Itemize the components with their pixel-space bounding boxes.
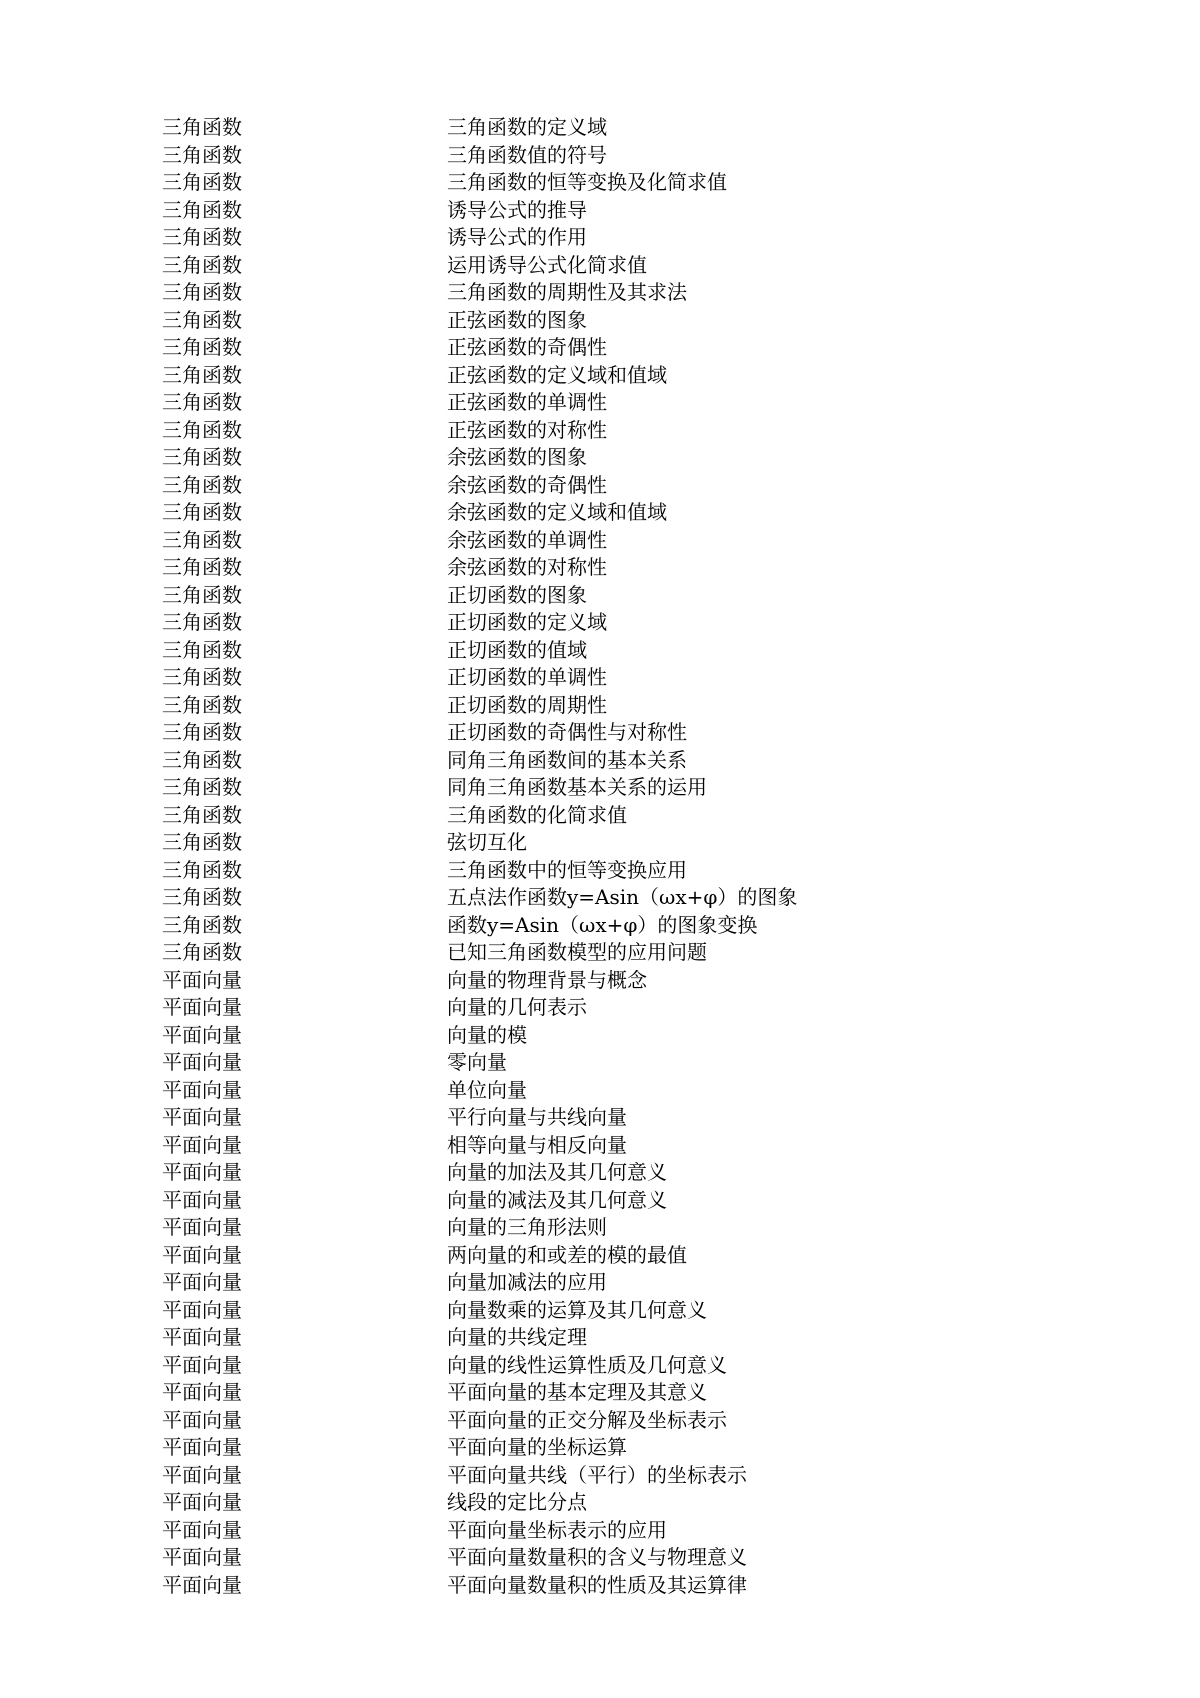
category-cell: 三角函数 bbox=[162, 555, 242, 579]
topic-cell: 正切函数的图象 bbox=[447, 582, 587, 607]
table-row bbox=[162, 197, 1062, 225]
topic-cell: 正弦函数的图象 bbox=[447, 307, 587, 332]
topic-table bbox=[162, 114, 1062, 1599]
topic-cell: 已知三角函数模型的应用问题 bbox=[447, 940, 707, 964]
category-cell: 三角函数 bbox=[162, 692, 242, 717]
topic-cell: 向量的模 bbox=[447, 1022, 527, 1047]
table-row bbox=[162, 939, 1062, 967]
topic-cell: 弦切互化 bbox=[447, 830, 527, 854]
table-row bbox=[162, 389, 1062, 417]
category-cell: 三角函数 bbox=[162, 857, 242, 882]
table-row bbox=[162, 1462, 1062, 1490]
topic-cell: 单位向量 bbox=[447, 1077, 527, 1102]
category-cell: 三角函数 bbox=[162, 940, 242, 964]
category-cell: 三角函数 bbox=[162, 390, 242, 414]
category-cell: 三角函数 bbox=[162, 307, 242, 332]
topic-cell: 三角函数的恒等变换及化简求值 bbox=[447, 170, 727, 194]
table-row bbox=[162, 114, 1062, 142]
category-cell: 平面向量 bbox=[162, 1380, 242, 1404]
category-cell: 平面向量 bbox=[162, 1077, 242, 1102]
topic-cell: 正弦函数的单调性 bbox=[447, 390, 607, 414]
category-cell: 三角函数 bbox=[162, 362, 242, 387]
table-row bbox=[162, 774, 1062, 802]
category-cell: 三角函数 bbox=[162, 417, 242, 442]
category-cell: 三角函数 bbox=[162, 747, 242, 772]
table-row bbox=[162, 912, 1062, 940]
topic-cell: 正弦函数的定义域和值域 bbox=[447, 362, 667, 387]
topic-cell: 向量的三角形法则 bbox=[447, 1215, 607, 1239]
category-cell: 平面向量 bbox=[162, 995, 242, 1019]
category-cell: 平面向量 bbox=[162, 1325, 242, 1349]
topic-cell: 三角函数的周期性及其求法 bbox=[447, 280, 687, 304]
topic-cell: 线段的定比分点 bbox=[447, 1490, 587, 1514]
table-row bbox=[162, 334, 1062, 362]
table-row bbox=[162, 307, 1062, 335]
topic-cell: 平行向量与共线向量 bbox=[447, 1105, 627, 1129]
table-row bbox=[162, 1077, 1062, 1105]
category-cell: 三角函数 bbox=[162, 115, 242, 139]
topic-cell: 平面向量数量积的含义与物理意义 bbox=[447, 1545, 747, 1569]
category-cell: 三角函数 bbox=[162, 802, 242, 827]
table-row bbox=[162, 664, 1062, 692]
category-cell: 平面向量 bbox=[162, 1160, 242, 1184]
table-row bbox=[162, 1159, 1062, 1187]
table-row bbox=[162, 1269, 1062, 1297]
table-row bbox=[162, 444, 1062, 472]
category-cell: 平面向量 bbox=[162, 1105, 242, 1129]
table-row bbox=[162, 252, 1062, 280]
table-row bbox=[162, 967, 1062, 995]
table-row bbox=[162, 554, 1062, 582]
category-cell: 平面向量 bbox=[162, 1572, 242, 1597]
category-cell: 三角函数 bbox=[162, 830, 242, 854]
category-cell: 平面向量 bbox=[162, 1215, 242, 1239]
table-row bbox=[162, 1049, 1062, 1077]
category-cell: 三角函数 bbox=[162, 720, 242, 744]
topic-cell: 正切函数的单调性 bbox=[447, 665, 607, 689]
table-row bbox=[162, 1324, 1062, 1352]
table-row bbox=[162, 1544, 1062, 1572]
topic-cell: 两向量的和或差的模的最值 bbox=[447, 1242, 687, 1267]
table-row bbox=[162, 609, 1062, 637]
topic-cell: 同角三角函数基本关系的运用 bbox=[447, 775, 707, 799]
category-cell: 三角函数 bbox=[162, 885, 242, 909]
table-row bbox=[162, 499, 1062, 527]
topic-cell: 正弦函数的对称性 bbox=[447, 417, 607, 442]
topic-cell: 诱导公式的推导 bbox=[447, 197, 587, 222]
topic-cell: 三角函数的化简求值 bbox=[447, 802, 627, 827]
topic-cell: 正切函数的周期性 bbox=[447, 692, 607, 717]
table-row bbox=[162, 142, 1062, 170]
table-row bbox=[162, 1214, 1062, 1242]
topic-cell: 同角三角函数间的基本关系 bbox=[447, 747, 687, 772]
topic-cell: 正切函数的定义域 bbox=[447, 610, 607, 634]
table-row bbox=[162, 224, 1062, 252]
topic-cell: 正切函数的值域 bbox=[447, 637, 587, 662]
table-row bbox=[162, 1352, 1062, 1380]
category-cell: 三角函数 bbox=[162, 527, 242, 552]
category-cell: 三角函数 bbox=[162, 637, 242, 662]
table-row bbox=[162, 1517, 1062, 1545]
topic-cell: 余弦函数的奇偶性 bbox=[447, 472, 607, 497]
table-row bbox=[162, 637, 1062, 665]
topic-cell: 余弦函数的图象 bbox=[447, 445, 587, 469]
topic-cell: 向量数乘的运算及其几何意义 bbox=[447, 1297, 707, 1322]
table-row bbox=[162, 417, 1062, 445]
category-cell: 三角函数 bbox=[162, 472, 242, 497]
category-cell: 平面向量 bbox=[162, 1297, 242, 1322]
category-cell: 平面向量 bbox=[162, 1242, 242, 1267]
table-row bbox=[162, 1242, 1062, 1270]
table-row bbox=[162, 279, 1062, 307]
topic-cell: 向量的几何表示 bbox=[447, 995, 587, 1019]
table-row bbox=[162, 1022, 1062, 1050]
topic-cell: 平面向量的正交分解及坐标表示 bbox=[447, 1407, 727, 1432]
category-cell: 平面向量 bbox=[162, 1435, 242, 1459]
table-row bbox=[162, 747, 1062, 775]
category-cell: 平面向量 bbox=[162, 1490, 242, 1514]
category-cell: 平面向量 bbox=[162, 1407, 242, 1432]
topic-cell: 函数y=Asin（ωx+φ）的图象变换 bbox=[447, 912, 758, 937]
topic-cell: 向量的线性运算性质及几何意义 bbox=[447, 1352, 727, 1377]
category-cell: 平面向量 bbox=[162, 1270, 242, 1294]
topic-cell: 向量的减法及其几何意义 bbox=[447, 1187, 667, 1212]
category-cell: 三角函数 bbox=[162, 280, 242, 304]
table-row bbox=[162, 994, 1062, 1022]
table-row bbox=[162, 169, 1062, 197]
topic-cell: 向量的共线定理 bbox=[447, 1325, 587, 1349]
table-row bbox=[162, 692, 1062, 720]
category-cell: 三角函数 bbox=[162, 912, 242, 937]
category-cell: 平面向量 bbox=[162, 1352, 242, 1377]
table-row bbox=[162, 1379, 1062, 1407]
table-row bbox=[162, 1434, 1062, 1462]
topic-cell: 正弦函数的奇偶性 bbox=[447, 335, 607, 359]
topic-cell: 三角函数值的符号 bbox=[447, 142, 607, 167]
topic-cell: 正切函数的奇偶性与对称性 bbox=[447, 720, 687, 744]
table-row bbox=[162, 1572, 1062, 1600]
category-cell: 平面向量 bbox=[162, 1187, 242, 1212]
table-row bbox=[162, 582, 1062, 610]
topic-cell: 三角函数中的恒等变换应用 bbox=[447, 857, 687, 882]
category-cell: 三角函数 bbox=[162, 170, 242, 194]
table-row bbox=[162, 1132, 1062, 1160]
table-row bbox=[162, 829, 1062, 857]
table-row bbox=[162, 884, 1062, 912]
table-row bbox=[162, 1407, 1062, 1435]
table-row bbox=[162, 1297, 1062, 1325]
topic-cell: 平面向量共线（平行）的坐标表示 bbox=[447, 1462, 747, 1487]
category-cell: 三角函数 bbox=[162, 610, 242, 634]
category-cell: 三角函数 bbox=[162, 142, 242, 167]
topic-cell: 向量的加法及其几何意义 bbox=[447, 1160, 667, 1184]
category-cell: 平面向量 bbox=[162, 967, 242, 992]
topic-cell: 诱导公式的作用 bbox=[447, 225, 587, 249]
topic-cell: 余弦函数的定义域和值域 bbox=[447, 500, 667, 524]
table-row bbox=[162, 527, 1062, 555]
category-cell: 三角函数 bbox=[162, 500, 242, 524]
topic-cell: 平面向量的基本定理及其意义 bbox=[447, 1380, 707, 1404]
topic-cell: 运用诱导公式化简求值 bbox=[447, 252, 647, 277]
table-row bbox=[162, 857, 1062, 885]
table-row bbox=[162, 802, 1062, 830]
category-cell: 平面向量 bbox=[162, 1462, 242, 1487]
topic-cell: 三角函数的定义域 bbox=[447, 115, 607, 139]
topic-cell: 平面向量的坐标运算 bbox=[447, 1435, 627, 1459]
topic-cell: 向量加减法的应用 bbox=[447, 1270, 607, 1294]
category-cell: 三角函数 bbox=[162, 445, 242, 469]
category-cell: 三角函数 bbox=[162, 252, 242, 277]
category-cell: 平面向量 bbox=[162, 1545, 242, 1569]
topic-cell: 向量的物理背景与概念 bbox=[447, 967, 647, 992]
topic-cell: 五点法作函数y=Asin（ωx+φ）的图象 bbox=[447, 885, 798, 909]
table-row bbox=[162, 1104, 1062, 1132]
table-row bbox=[162, 719, 1062, 747]
category-cell: 三角函数 bbox=[162, 225, 242, 249]
table-row bbox=[162, 1489, 1062, 1517]
topic-cell: 相等向量与相反向量 bbox=[447, 1132, 627, 1157]
table-row bbox=[162, 472, 1062, 500]
category-cell: 平面向量 bbox=[162, 1132, 242, 1157]
table-row bbox=[162, 362, 1062, 390]
table-row bbox=[162, 1187, 1062, 1215]
category-cell: 三角函数 bbox=[162, 335, 242, 359]
category-cell: 平面向量 bbox=[162, 1050, 242, 1074]
category-cell: 平面向量 bbox=[162, 1517, 242, 1542]
category-cell: 三角函数 bbox=[162, 665, 242, 689]
category-cell: 平面向量 bbox=[162, 1022, 242, 1047]
category-cell: 三角函数 bbox=[162, 582, 242, 607]
topic-cell: 余弦函数的单调性 bbox=[447, 527, 607, 552]
category-cell: 三角函数 bbox=[162, 197, 242, 222]
topic-cell: 余弦函数的对称性 bbox=[447, 555, 607, 579]
topic-cell: 平面向量坐标表示的应用 bbox=[447, 1517, 667, 1542]
category-cell: 三角函数 bbox=[162, 775, 242, 799]
topic-cell: 零向量 bbox=[447, 1050, 507, 1074]
topic-cell: 平面向量数量积的性质及其运算律 bbox=[447, 1572, 747, 1597]
